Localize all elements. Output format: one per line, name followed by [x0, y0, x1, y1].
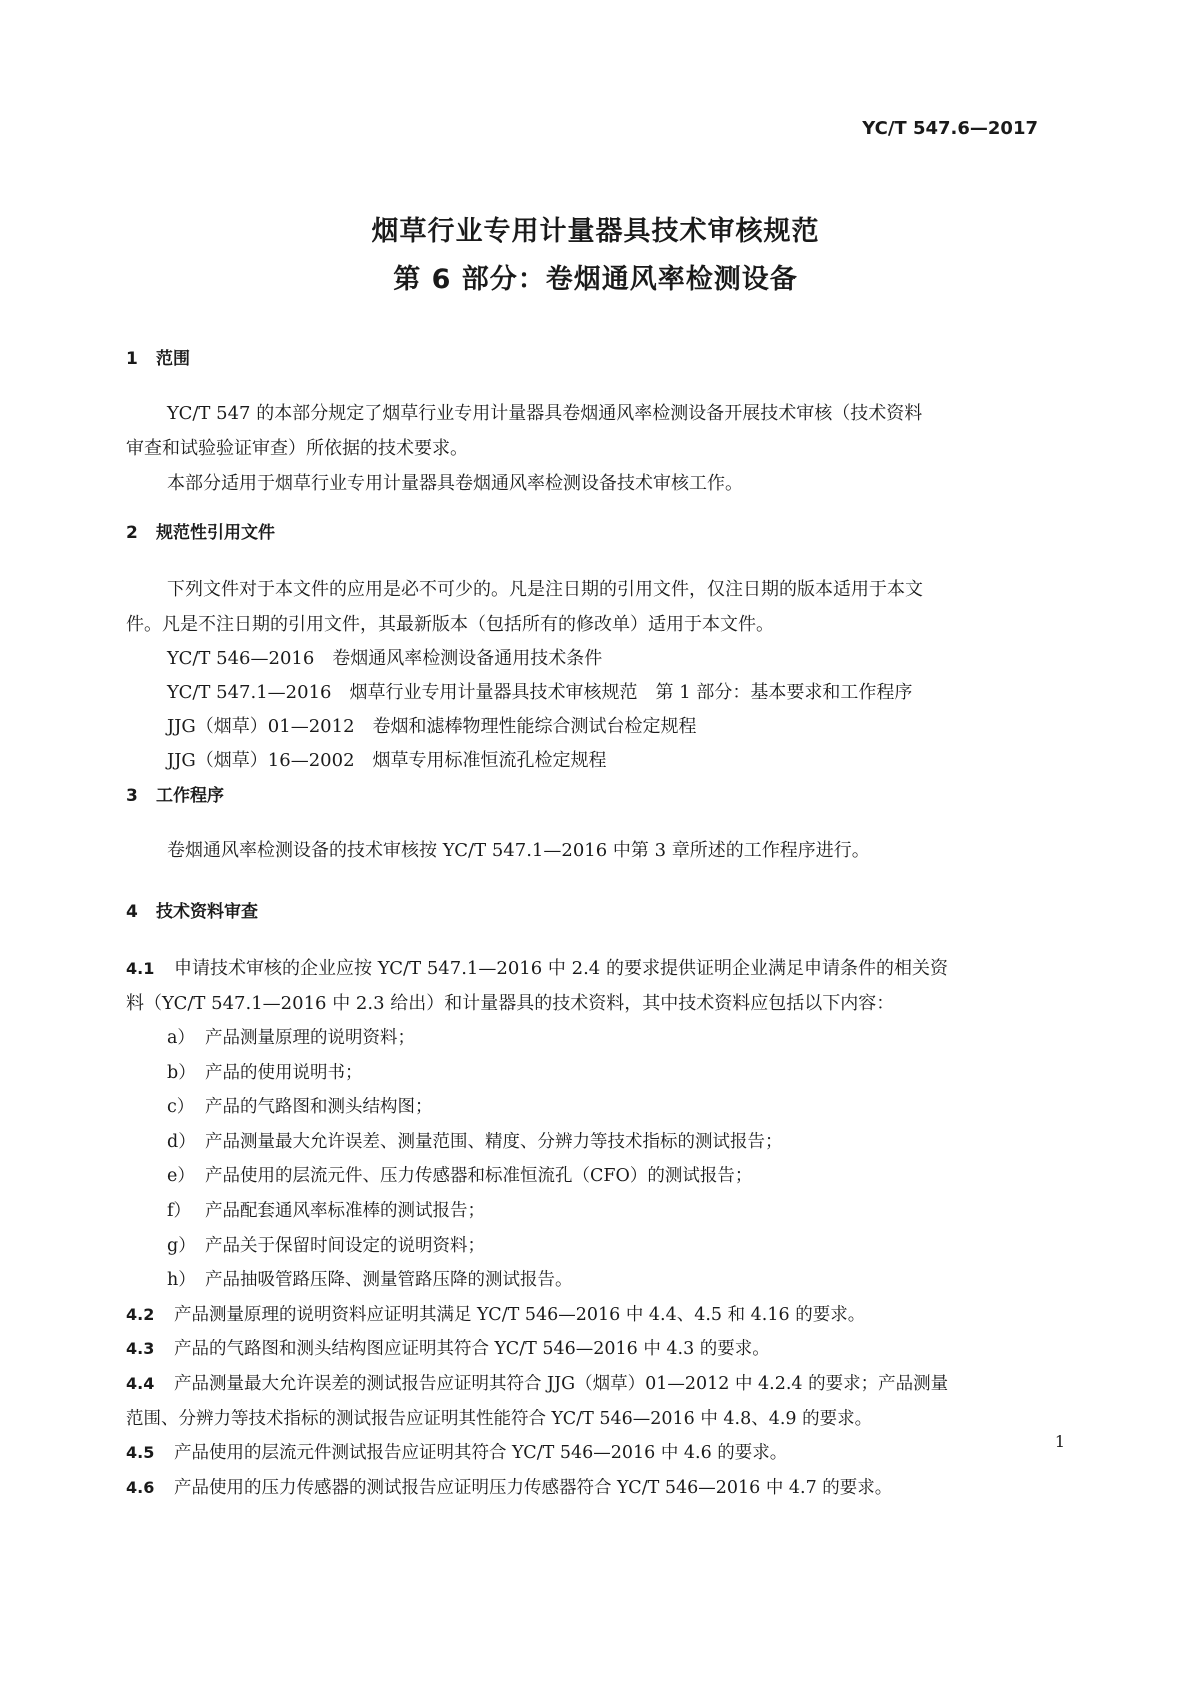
reference-title: 烟草专用标准恒流孔检定规程: [372, 750, 607, 771]
list-item: [167, 1159, 1062, 1194]
text-line: YC/T 547 的本部分规定了烟草行业专用计量器具卷烟通风率检测设备开展技术审核（技术资料: [167, 403, 923, 424]
list-marker: b）: [167, 1062, 196, 1083]
list-item: [167, 1263, 1062, 1298]
title-line-1: 烟草行业专用计量器具技术审核规范: [371, 216, 820, 247]
list-item: [167, 1125, 1062, 1160]
section-normative-references: [126, 518, 1062, 778]
text-line: 料（YC/T 547.1—2016 中 2.3 给出）和计量器具的技术资料，其中技术资料应包括以下内容：: [126, 993, 895, 1014]
clause-number: 4.4: [126, 1373, 155, 1393]
section-work-procedure: [126, 781, 1062, 868]
reference-item: [167, 642, 1062, 676]
page-number: 1: [1054, 1432, 1065, 1451]
scope-paragraph-1: [126, 396, 1062, 466]
standard-code: YC/T 547.6—2017: [862, 118, 1038, 139]
list-marker: e）: [167, 1166, 195, 1187]
list-text: 产品的气路图和测头结构图；: [205, 1097, 433, 1118]
reference-code: JJG（烟草）16—2002: [167, 750, 355, 771]
text-line: [126, 1367, 1062, 1402]
clause-number: 4.6: [126, 1477, 155, 1497]
list-text: 产品的使用说明书；: [205, 1062, 363, 1083]
list-item: [167, 1021, 1062, 1056]
reference-title: 卷烟和滤棒物理性能综合测试台检定规程: [372, 716, 697, 737]
section-title: 规范性引用文件: [156, 523, 275, 543]
reference-item: [167, 710, 1062, 744]
list-text: 产品测量最大允许误差、测量范围、精度、分辨力等技术指标的测试报告；: [205, 1131, 783, 1152]
reference-title: 烟草行业专用计量器具技术审核规范 第 1 部分：基本要求和工作程序: [349, 682, 913, 703]
clause-text: 产品测量最大允许误差的测试报告应证明其符合 JJG（烟草）01—2012 中 4.2.4 的要求；产品测量: [174, 1373, 949, 1394]
clause-number: 4.2: [126, 1304, 155, 1324]
list-marker: g）: [167, 1235, 196, 1256]
clause-text: 产品使用的压力传感器的测试报告应证明压力传感器符合 YC/T 546—2016 中 4.7 的要求。: [174, 1477, 893, 1498]
list-marker: d）: [167, 1131, 196, 1152]
section-title: 技术资料审查: [156, 902, 258, 922]
section-title: 范围: [156, 349, 190, 369]
text-line: [126, 951, 1062, 986]
section-number: 4: [126, 902, 138, 922]
clause-number: 4.1: [126, 959, 155, 978]
text-line: 审查和试验验证审查）所依据的技术要求。: [126, 438, 468, 459]
clause-4-4: [126, 1367, 1062, 1436]
clause-4-6: [126, 1471, 1062, 1506]
text-line: 件。凡是不注日期的引用文件，其最新版本（包括所有的修改单）适用于本文件。: [126, 614, 774, 635]
list-text: 产品配套通风率标准棒的测试报告；: [205, 1200, 485, 1221]
text-line: 本部分适用于烟草行业专用计量器具卷烟通风率检测设备技术审核工作。: [167, 473, 743, 494]
clause-text: 产品使用的层流元件测试报告应证明其符合 YC/T 546—2016 中 4.6 的要求。: [174, 1443, 788, 1464]
clause-number: 4.3: [126, 1339, 155, 1359]
list-item: [167, 1194, 1062, 1229]
section-heading: [126, 344, 1062, 374]
clause-4-2: [126, 1298, 1062, 1333]
section-scope: [126, 344, 1062, 501]
list-marker: h）: [167, 1270, 196, 1291]
references-intro: [126, 572, 1062, 642]
title-line-2: 第 6 部分：卷烟通风率检测设备: [393, 264, 798, 295]
list-marker: f）: [167, 1200, 191, 1221]
reference-item: [167, 676, 1062, 710]
required-documents-list: [126, 1021, 1062, 1298]
section-heading: [126, 897, 1062, 927]
list-item: [167, 1229, 1062, 1264]
section-heading: [126, 518, 1062, 548]
list-text: 产品关于保留时间设定的说明资料；: [205, 1235, 485, 1256]
clause-4-5: [126, 1436, 1062, 1471]
section-number: 2: [126, 523, 138, 543]
reference-code: YC/T 547.1—2016: [167, 682, 332, 703]
document-title: [0, 208, 1191, 304]
reference-list: [167, 642, 1062, 778]
list-item: [167, 1056, 1062, 1091]
reference-title: 卷烟通风率检测设备通用技术条件: [332, 648, 603, 669]
section-number: 1: [126, 349, 138, 369]
list-text: 产品测量原理的说明资料；: [205, 1028, 415, 1048]
clause-text: 产品的气路图和测头结构图应证明其符合 YC/T 546—2016 中 4.3 的要求。: [174, 1339, 770, 1360]
section-technical-review: [126, 897, 1062, 1505]
reference-code: JJG（烟草）01—2012: [167, 716, 355, 737]
text-line: 卷烟通风率检测设备的技术审核按 YC/T 547.1—2016 中第 3 章所述的工作程序进行。: [167, 840, 870, 861]
clause-text: 申请技术审核的企业应按 YC/T 547.1—2016 中 2.4 的要求提供证明企业满足申请条件的相关资: [174, 958, 948, 979]
section-heading: [126, 781, 1062, 811]
reference-code: YC/T 546—2016: [167, 648, 315, 669]
list-text: 产品使用的层流元件、压力传感器和标准恒流孔（CFO）的测试报告；: [205, 1166, 753, 1187]
list-marker: a）: [167, 1028, 195, 1048]
list-text: 产品抽吸管路压降、测量管路压降的测试报告。: [205, 1270, 573, 1291]
procedure-paragraph: [126, 833, 1062, 868]
clause-number: 4.5: [126, 1443, 155, 1463]
clause-4-1: [126, 951, 1062, 1021]
list-marker: c）: [167, 1097, 195, 1118]
clause-4-3: [126, 1332, 1062, 1367]
text-line: 下列文件对于本文件的应用是必不可少的。凡是注日期的引用文件，仅注日期的版本适用于本文: [167, 579, 923, 600]
reference-item: [167, 744, 1062, 778]
text-line: 范围、分辨力等技术指标的测试报告应证明其性能符合 YC/T 546—2016 中 4.8、4.9 的要求。: [126, 1408, 873, 1429]
section-number: 3: [126, 786, 138, 806]
list-item: [167, 1090, 1062, 1125]
scope-paragraph-2: [126, 466, 1062, 501]
clause-text: 产品测量原理的说明资料应证明其满足 YC/T 546—2016 中 4.4、4.5 和 4.16 的要求。: [174, 1304, 866, 1325]
section-title: 工作程序: [156, 786, 224, 806]
